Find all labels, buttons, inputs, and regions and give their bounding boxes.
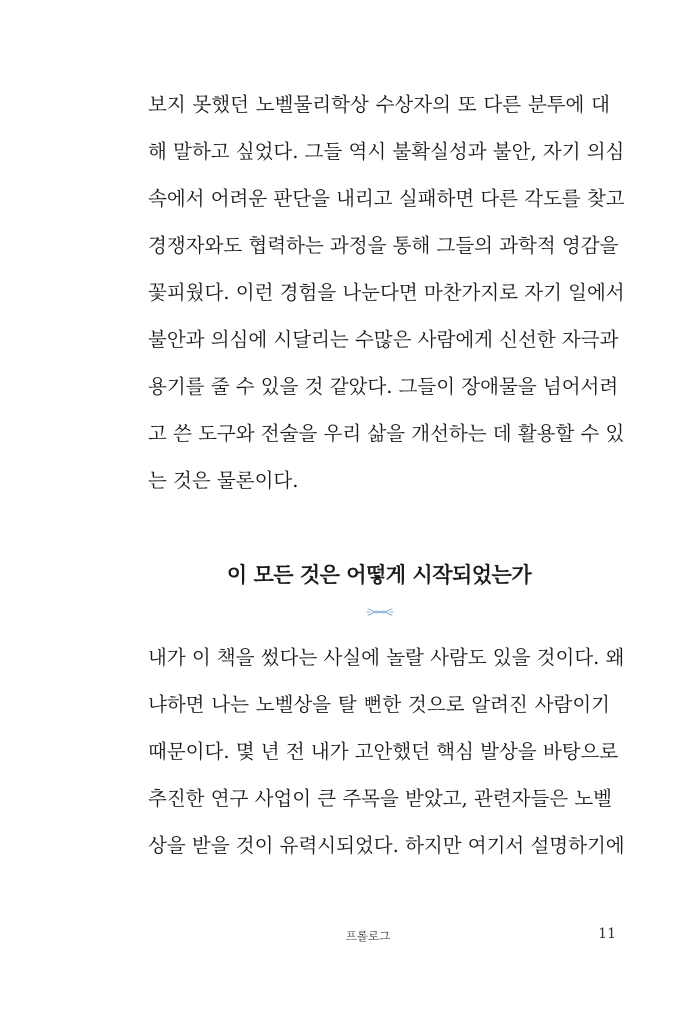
paragraph-line: 추진한 연구 사업이 큰 주목을 받았고, 관련자들은 노벨 [148,787,613,810]
paragraph-line: 경쟁자와도 협력하는 과정을 통해 그들의 과학적 영감을 [148,234,619,257]
paragraph-line: 냐하면 나는 노벨상을 탈 뻔한 것으로 알려진 사람이기 [148,693,610,716]
paragraph-line: 속에서 어려운 판단을 내리고 실패하면 다른 각도를 찾고 [148,187,625,210]
section-heading: 이 모든 것은 어떻게 시작되었는가 [226,563,532,587]
paragraph-line: 고 쓴 도구와 전술을 우리 삶을 개선하는 데 활용할 수 있 [148,422,625,445]
paragraph-line: 보지 못했던 노벨물리학상 수상자의 또 다른 분투에 대 [148,93,610,116]
paragraph-line: 내가 이 책을 썼다는 사실에 놀랄 사람도 있을 것이다. 왜 [148,646,625,669]
paragraph-line: 꽃피웠다. 이런 경험을 나눈다면 마찬가지로 자기 일에서 [148,281,625,304]
page-number: 11 [598,926,616,942]
paragraph-line: 해 말하고 싶었다. 그들 역시 불확실성과 불안, 자기 의심 [148,140,625,163]
paragraph-line: 상을 받을 것이 유력시되었다. 하지만 여기서 설명하기에 [148,834,625,857]
paragraph-line: 불안과 의심에 시달리는 수많은 사람에게 신선한 자극과 [148,328,619,351]
paragraph-line: 용기를 줄 수 있을 것 같았다. 그들이 장애물을 넘어서려 [148,375,619,398]
paragraph-line: 때문이다. 몇 년 전 내가 고안했던 핵심 발상을 바탕으로 [148,740,619,763]
paragraph-line: 는 것은 물론이다. [148,469,299,492]
running-footer-title: 프롤로그 [345,929,391,943]
ornament-icon [366,606,394,618]
